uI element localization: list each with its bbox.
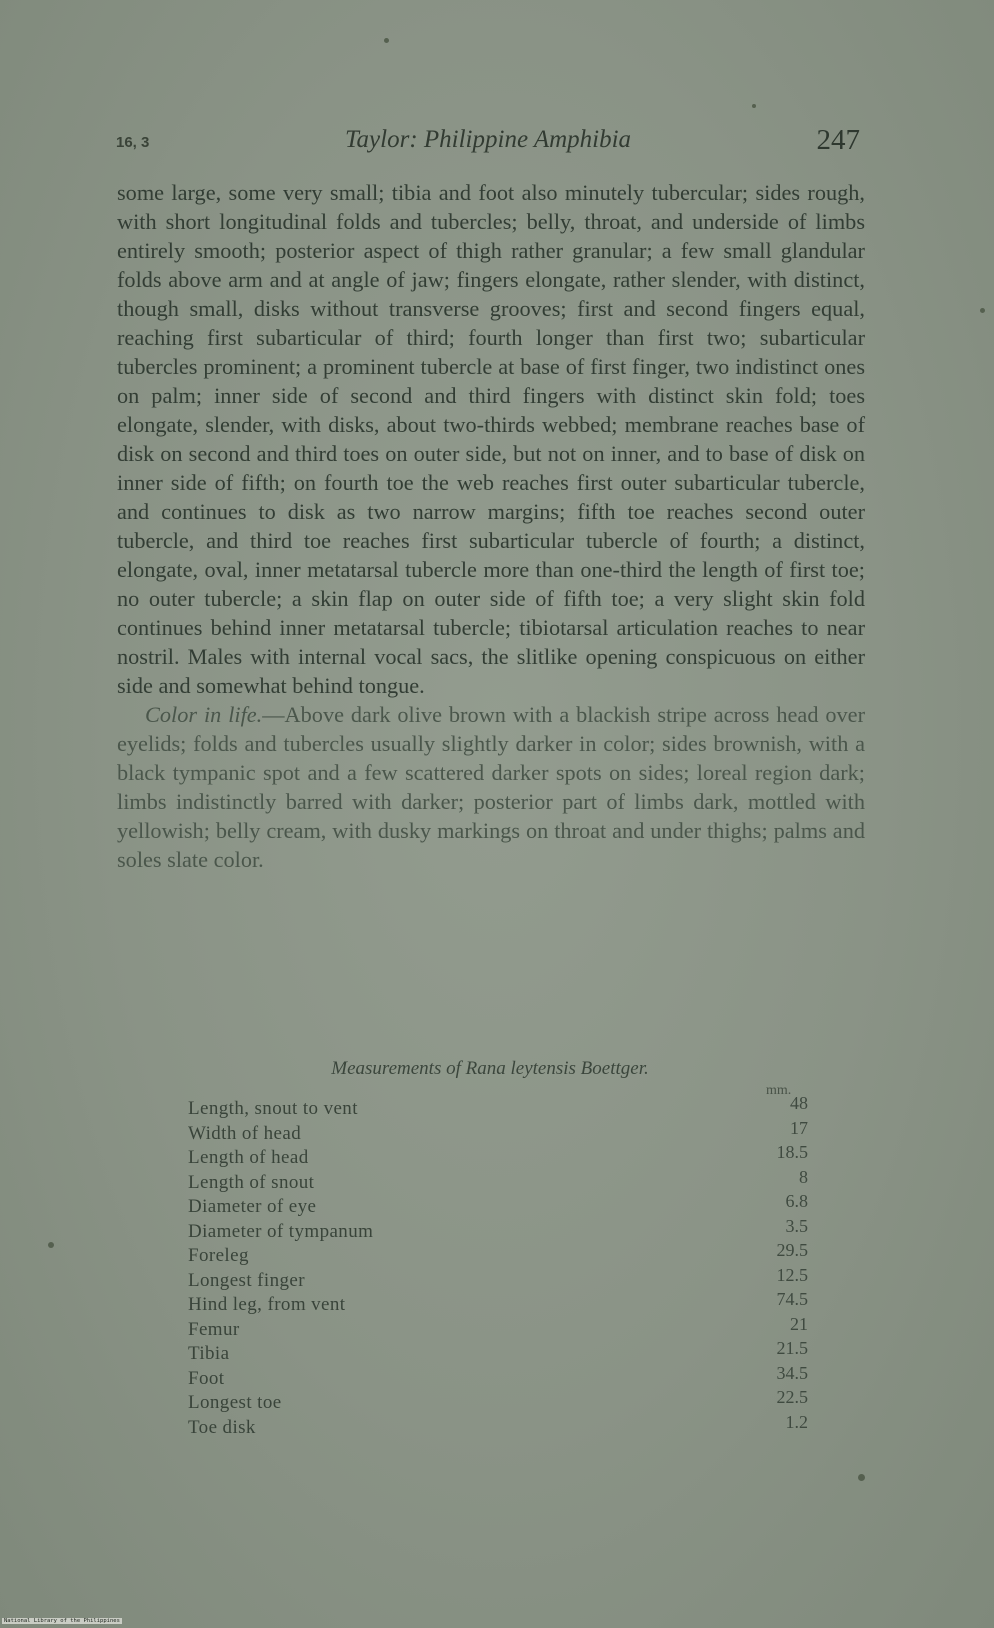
paragraph-lead: Color in life. (145, 702, 263, 727)
measurement-value: 6.8 (785, 1191, 808, 1211)
volume-number: 16, 3 (116, 134, 150, 151)
measurement-label: Length of snout (188, 1171, 315, 1193)
measurement-label: Toe disk (188, 1416, 256, 1438)
measurement-row (188, 1362, 808, 1393)
measurement-label: Length, snout to vent (188, 1098, 358, 1119)
paragraph-text: —Above dark olive brown with a blackish stripe across head over eyelids; folds and tubercles usually slightly darker in color; sides brownish, with a black tympanic spot and a few scattered darker spots on sides; loreal region dark; limbs indistinctly barred with darker; posterior part of limbs dark, mottled with yellowish; belly cream, with dusky markings on throat and under thighs; palms and soles slate color. (117, 702, 865, 872)
measurement-value: 21.5 (776, 1338, 808, 1358)
measurement-label: Diameter of tympanum (188, 1220, 374, 1242)
measurement-value: 74.5 (776, 1289, 808, 1309)
measurement-label: Foreleg (188, 1245, 249, 1266)
measurement-row (188, 1289, 808, 1319)
dust-speck (858, 1474, 865, 1481)
measurement-row (188, 1411, 808, 1442)
measurement-row (188, 1117, 808, 1148)
running-header (116, 126, 860, 162)
measurement-row (188, 1264, 808, 1295)
measurement-value: 29.5 (776, 1240, 808, 1260)
measurements-table (188, 1093, 808, 1441)
unit-label: mm. (766, 1083, 792, 1098)
body-text (117, 178, 865, 874)
measurement-row (188, 1313, 808, 1344)
table-caption: Measurements of Rana leytensis Boettger. (331, 1058, 649, 1079)
measurement-value: 21 (790, 1313, 808, 1334)
measurement-row (188, 1215, 808, 1246)
page-number: 247 (816, 124, 860, 156)
measurement-value: 34.5 (776, 1362, 808, 1383)
measurement-label: Foot (188, 1367, 225, 1389)
measurement-label: Femur (188, 1318, 240, 1340)
dust-speck (980, 308, 985, 313)
measurement-label: Tibia (188, 1343, 230, 1364)
measurement-row (188, 1338, 808, 1368)
measurement-value: 22.5 (776, 1387, 808, 1407)
paragraph-color-in-life (117, 700, 865, 874)
measurement-label: Longest finger (188, 1269, 305, 1291)
dust-speck (384, 38, 389, 43)
measurement-value: 48 (790, 1093, 808, 1113)
measurement-value: 18.5 (776, 1142, 808, 1162)
measurement-row (188, 1166, 808, 1197)
dust-speck (752, 104, 756, 108)
measurement-value: 17 (790, 1117, 808, 1138)
measurement-row (188, 1240, 808, 1270)
measurement-label: Length of head (188, 1147, 309, 1168)
measurement-value: 8 (799, 1166, 808, 1187)
measurement-row (188, 1387, 808, 1417)
measurement-value: 3.5 (785, 1215, 808, 1236)
measurement-row (188, 1093, 808, 1123)
paragraph-description (117, 178, 865, 700)
measurement-label: Diameter of eye (188, 1196, 317, 1217)
measurement-label: Width of head (188, 1122, 302, 1144)
measurement-value: 1.2 (785, 1411, 808, 1432)
measurement-label: Longest toe (188, 1392, 282, 1413)
measurement-row (188, 1142, 808, 1172)
measurement-value: 12.5 (776, 1264, 808, 1285)
paragraph-text: some large, some very small; tibia and foot also minutely tubercular; sides rough, with short longitudinal folds and tubercles; belly, throat, and underside of limbs entirely smooth; posterior aspect of thigh rather granular; a few small glandular folds above arm and at angle of jaw; fingers elongate, rather slender, with distinct, though small, disks without transverse grooves; first and second fingers equal, reaching first subarticular of third; fourth longer than first two; subarticular tubercles prominent; a prominent tubercle at base of first finger, two indistinct ones on palm; inner side of second and third fingers with distinct skin fold; toes elongate, slender, with disks, about two-thirds webbed; membrane reaches base of disk on second and third toes on outer side, but not on inner, and to base of disk on inner side of fifth; on fourth toe the web reaches first outer subarticular tubercle, and continues to disk as two narrow margins; fifth toe reaches second outer tubercle, and third toe reaches first subarticular tubercle of fourth; a distinct, elongate, oval, inner metatarsal tubercle more than one-third the length of first toe; no outer tubercle; a skin flap on outer side of fifth toe; a very slight skin fold continues behind inner metatarsal tubercle; tibiotarsal articulation reaches to near nostril. Males with internal vocal sacs, the slitlike opening conspicuous on either side and somewhat behind tongue. (117, 180, 865, 698)
running-title: Taylor: Philippine Amphibia (344, 126, 632, 153)
measurement-label: Hind leg, from vent (188, 1294, 346, 1315)
measurement-row (188, 1191, 808, 1221)
dust-speck (48, 1242, 54, 1248)
library-credit: National Library of the Philippines (4, 1618, 120, 1624)
